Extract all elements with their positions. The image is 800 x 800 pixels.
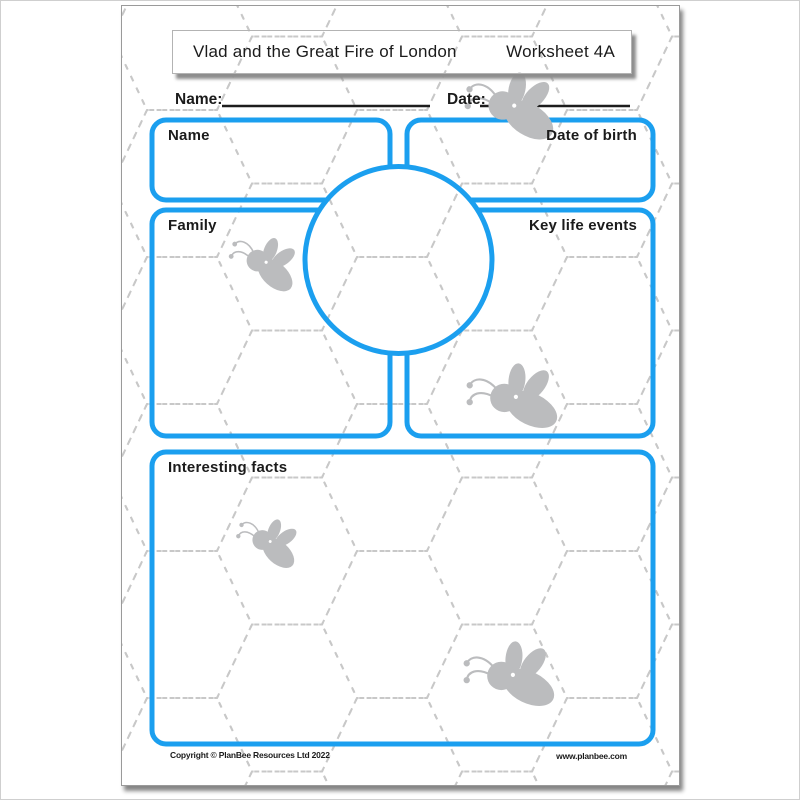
title-box <box>172 30 632 74</box>
date-field-label: Date: <box>447 91 486 108</box>
date-of-birth-box-label: Date of birth <box>546 127 637 144</box>
worksheet-graphics <box>122 6 679 785</box>
name-field-label: Name: <box>175 91 223 108</box>
worksheet-number: Worksheet 4A <box>506 42 615 61</box>
interesting-facts-box <box>152 452 653 744</box>
website-text: www.planbee.com <box>556 751 627 761</box>
center-circle <box>305 167 492 354</box>
bee-icon <box>467 362 564 435</box>
key-life-events-box-label: Key life events <box>528 217 637 234</box>
hex-pattern <box>122 6 679 785</box>
bee-icon <box>464 640 561 713</box>
copyright-text: Copyright © PlanBee Resources Ltd 2022 <box>170 750 330 760</box>
page-title: Vlad and the Great Fire of London <box>193 42 457 61</box>
bee-icon <box>230 509 309 576</box>
worksheet-page <box>121 5 680 786</box>
interesting-facts-box-label: Interesting facts <box>168 459 288 476</box>
bee-icon <box>222 227 308 301</box>
family-box-label: Family <box>168 217 217 234</box>
name-box-label: Name <box>168 127 210 144</box>
